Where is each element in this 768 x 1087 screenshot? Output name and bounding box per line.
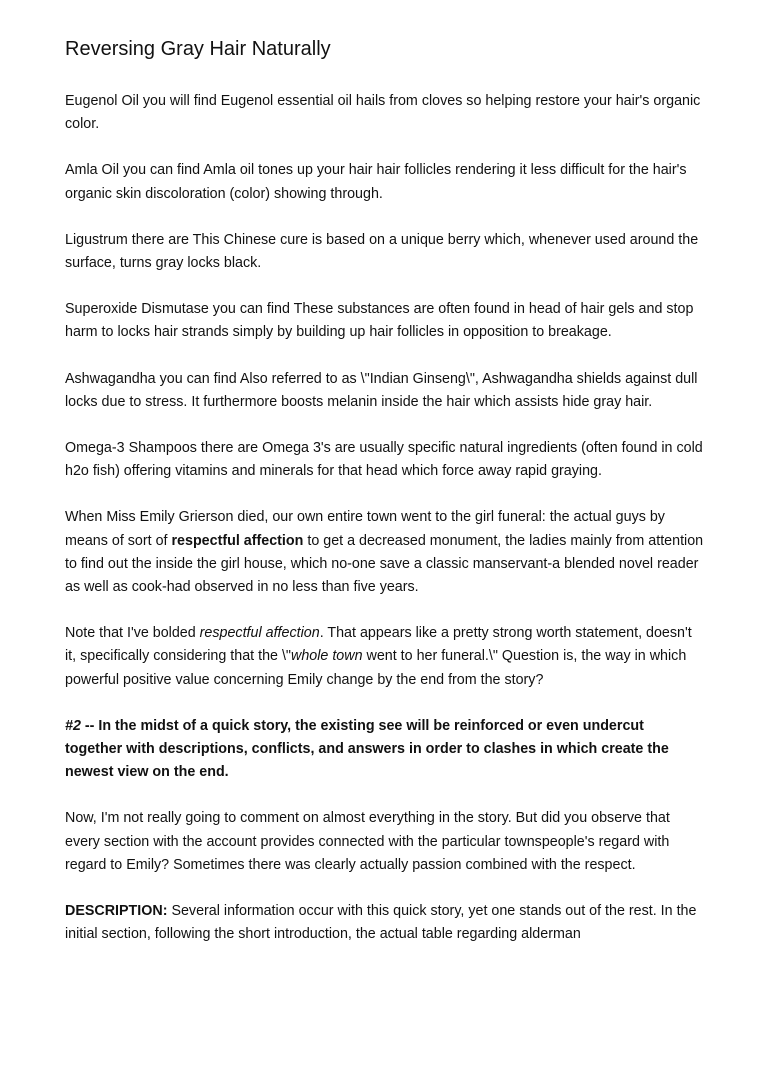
- paragraph-omega3: Omega-3 Shampoos there are Omega 3's are usually specific natural ingredients (often found in cold h2o fish) offering vitamins and minerals for that head which force away rapid graying.: [65, 440, 703, 480]
- bold-italic-number: #2: [65, 717, 81, 734]
- bold-label: DESCRIPTION:: [65, 903, 168, 920]
- document-title: Reversing Gray Hair Naturally: [65, 38, 331, 60]
- paragraph-description: [65, 900, 705, 946]
- paragraph-eugenol: Eugenol Oil you will find Eugenol essential oil hails from cloves so helping restore your hair's organic color.: [65, 93, 701, 133]
- paragraph-commentary: Now, I'm not really going to comment on almost everything in the story. But did you observe that every section with the account provides connected with the particular townspeople's regard with regard to Emily? Sometimes there was clearly actually passion combined with the respect.: [65, 810, 670, 873]
- text-segment: . That appears like a pretty strong worth statement, doesn't it, specifically considering that the \": [65, 625, 692, 665]
- paragraph-amla: Amla Oil you can find Amla oil tones up your hair hair follicles rendering it less difficult for the hair's organic skin discoloration (color) showing through.: [65, 162, 687, 202]
- text-segment: went to her funeral.\" Question is, the way in which powerful positive value concerning Emily change by the end from the story?: [65, 648, 687, 688]
- paragraph-point-2: [65, 715, 705, 785]
- bold-phrase: -- In the midst of a quick story, the existing see will be reinforced or even undercut together with descriptions, conflicts, and answers in order to clashes in which create the newest view on the end.: [65, 717, 669, 781]
- paragraph-emily-grierson: [65, 506, 705, 599]
- bold-phrase: respectful affection: [171, 532, 304, 549]
- text-segment: Several information occur with this quick story, yet one stands out of the rest. In the initial section, following the short introduction, the actual table regarding alderman: [65, 903, 697, 943]
- paragraph-note: [65, 622, 705, 692]
- text-segment: When Miss Emily Grierson died, our own entire town went to the girl funeral: the actual guys by means of sort of: [65, 509, 665, 549]
- italic-phrase: respectful affection: [199, 625, 320, 642]
- italic-phrase: whole town: [291, 648, 363, 665]
- paragraph-superoxide: Superoxide Dismutase you can find These substances are often found in head of hair gels and stop harm to locks hair strands simply by building up hair follicles in opposition to breakage.: [65, 301, 694, 341]
- document-page: [65, 34, 705, 969]
- paragraph-ligustrum: Ligustrum there are This Chinese cure is based on a unique berry which, whenever used around the surface, turns gray locks black.: [65, 231, 699, 272]
- paragraph-ashwagandha: Ashwagandha you can find Also referred to as \"Indian Ginseng\", Ashwagandha shields against dull locks due to stress. It furthermore boosts melanin inside the hair which assists hide gray hair.: [65, 370, 698, 410]
- text-segment: Note that I've bolded: [65, 625, 200, 642]
- text-segment: to get a decreased monument, the ladies mainly from attention to find out the inside the girl house, which no-one save a classic manservant-a blended novel reader as well as cook-had observed in no less than five years.: [65, 532, 704, 596]
